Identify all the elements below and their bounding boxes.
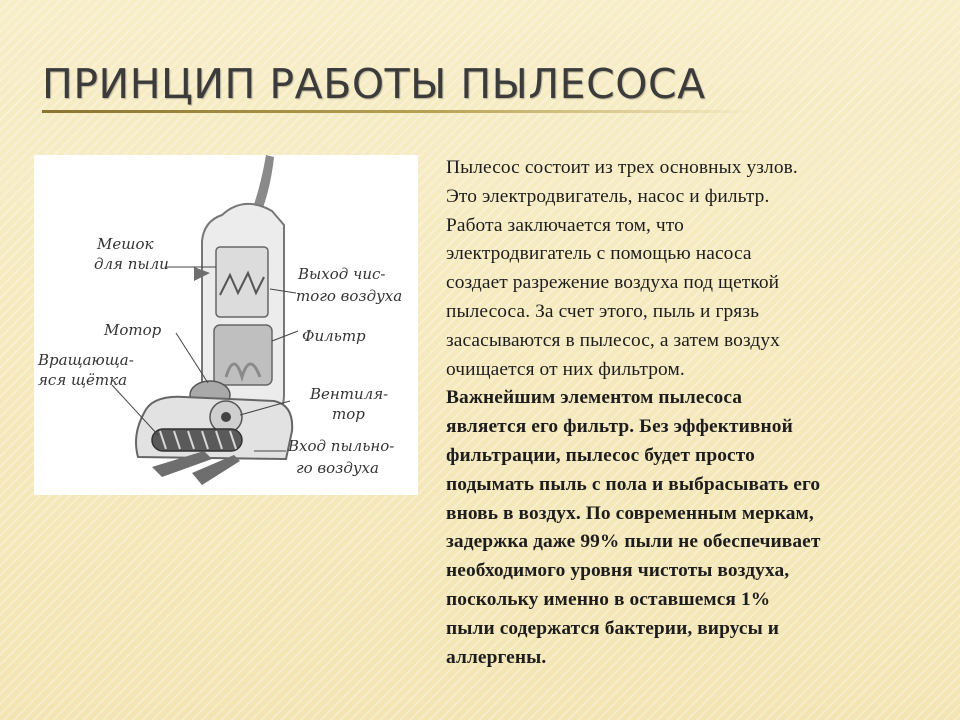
label-brush-2: яся щётка [38,371,128,389]
label-brush-1: Вращающа- [38,351,134,369]
label-outlet-1: Выход чис- [298,265,386,283]
text-line: электродвигатель с помощью насоса [446,243,752,265]
text-line: очищается от них фильтром. [446,358,685,380]
dust-bag-shape [216,247,268,317]
text-line: Это электродвигатель, насос и фильтр. [446,185,770,207]
text-line: пыли содержатся бактерии, вирусы и [446,617,780,639]
label-inlet-2: го воздуха [296,459,379,477]
vacuum-diagram [34,155,418,495]
body-text [446,154,928,672]
text-line: пылесоса. За счет этого, пыль и грязь [446,300,760,322]
text-line: аллергены. [446,646,547,668]
title-underline [42,110,757,113]
text-line: необходимого уровня чистоты воздуха, [446,560,790,582]
vacuum-illustration [34,155,418,495]
text-line: фильтрации, пылесос будет просто [446,444,755,466]
label-inlet-1: Вход пыльно- [288,437,395,455]
slide-title: ПРИНЦИП РАБОТЫ ПЫЛЕСОСА [42,60,706,108]
text-line: создает разрежение воздуха под щеткой [446,272,780,294]
fan-hub-shape [221,412,231,422]
label-fan-1: Вентиля- [310,385,389,403]
text-line: задержка даже 99% пыли не обеспечивает [446,531,821,553]
label-motor: Мотор [104,321,162,339]
label-bag-2: для пыли [94,255,169,273]
text-line: вновь в воздух. По современным меркам, [446,502,814,524]
text-line: засасываются в пылесос, а затем воздух [446,329,780,351]
text-line: является его фильтр. Без эффективной [446,416,793,438]
label-fan-2: тор [332,405,365,423]
label-filter: Фильтр [302,327,366,345]
label-outlet-2: того воздуха [296,287,403,305]
label-bag-1: Мешок [97,235,154,253]
text-line: Важнейшим элементом пылесоса [446,387,743,409]
text-line: Работа заключается том, что [446,214,684,236]
text-line: поскольку именно в оставшемся 1% [446,588,771,610]
text-line: Пылесос состоит из трех основных узлов. [446,157,798,178]
text-line: подымать пыль с пола и выбрасывать его [446,473,821,495]
